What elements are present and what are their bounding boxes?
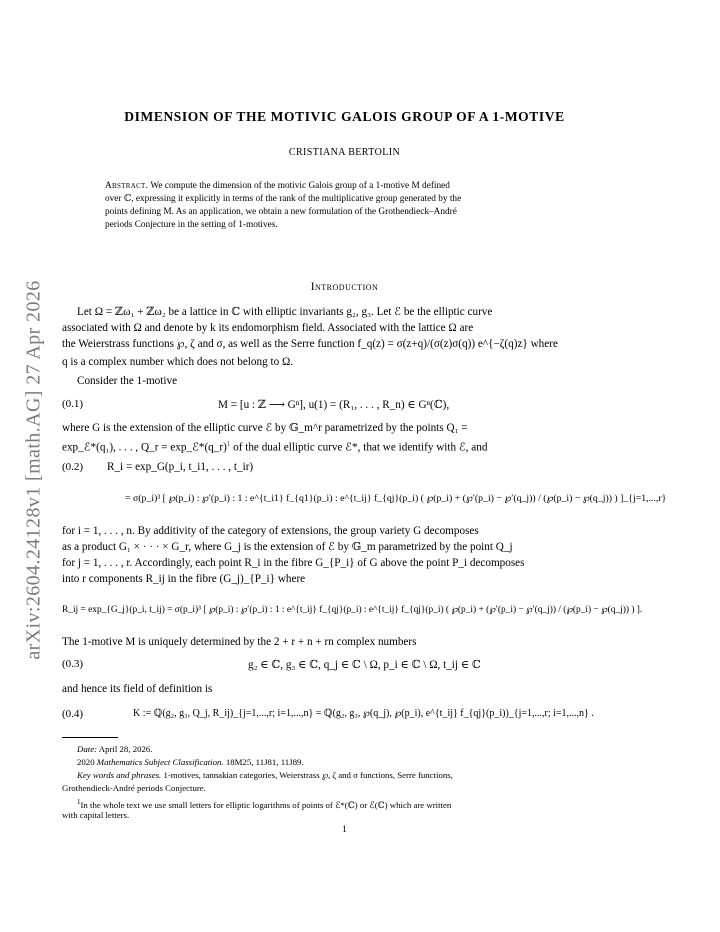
- equation-rij: R_ij = exp_{G_j}(p_i, t_ij) = σ(p_i)³ [ ℘(p_i) : ℘′(p_i) : 1 : e^{t_ij} f_{qj}(p_i) : e^{t_ij} f_{qj}(p_i) ( ℘(p_i) + (℘′(p_i) − ℘′(q_j)) / (℘(p_i) − ℘(q_j)) ) ].: [62, 605, 643, 615]
- text-line: Let Ω = ℤω₁ + ℤω₂ be a lattice in ℂ with elliptic invariants g₂, g₃. Let ℰ be the elliptic curve: [77, 306, 493, 318]
- equation-0-4: K := ℚ(g₂, g₃, Q_j, R_ij)_{j=1,...,r; i=1,...,n} = ℚ(g₂, g₃, ℘(q_j), ℘(p_i), e^{t_ij} f_{qj}(p_i))_{j=1,...,r; i=1,...,n} .: [133, 708, 594, 719]
- footnote-keywords: [77, 769, 627, 781]
- text-line: Consider the 1-motive: [77, 375, 178, 387]
- text-line: and hence its field of definition is: [62, 683, 213, 695]
- abstract-label: Abstract.: [105, 181, 149, 191]
- keywords-text: 1-motives, tannakian categories, Weierstrass ℘, ζ and σ functions, Serre functions,: [163, 770, 453, 780]
- footnote-link[interactable]: 1: [226, 440, 231, 448]
- arxiv-identifier: arXiv:2604.24128v1 [math.AG] 27 Apr 2026: [22, 280, 45, 660]
- abstract-line-3: points defining M. As an application, we obtain a new formulation of the Grothendieck–André: [105, 207, 457, 217]
- date-label: Date:: [77, 744, 98, 754]
- abstract: [105, 180, 585, 232]
- footnote-mark: 1: [77, 798, 81, 806]
- text-line: as a product G₁ × · · · × G_r, where G_j is the extension of ℰ by 𝔾_m parametrized by the point Q_j: [62, 541, 513, 553]
- footnote-rule: [62, 737, 118, 738]
- abstract-line-1: [105, 180, 585, 193]
- equation-0-1: M = [u : ℤ ⟶ Gⁿ], u(1) = (R₁, . . . , R_n) ∈ Gⁿ(ℂ),: [218, 399, 450, 411]
- abstract-line-4: periods Conjecture in the setting of 1-motives.: [105, 220, 278, 230]
- abstract-text: We compute the dimension of the motivic Galois group of a 1-motive M defined: [150, 181, 450, 191]
- equation-0-2-line-2: = σ(p_i)³ [ ℘(p_i) : ℘′(p_i) : 1 : e^{t_i1} f_{q1}(p_i) : e^{t_ij} f_{qj}(p_i) ( ℘(p_i) + (℘′(p_i) − ℘′(q_j)) / (℘(p_i) − ℘(q_j)) ) ]_{j=1,...,r}: [125, 493, 667, 504]
- text-line: The 1-motive M is uniquely determined by the 2 + r + n + rn complex numbers: [62, 636, 417, 648]
- abstract-line-2: over ℂ, expressing it explicitly in terms of the rank of the multiplicative group generated by the: [105, 194, 462, 204]
- text-fragment: exp_ℰ*(q₁), . . . , Q_r = exp_ℰ*(q_r): [62, 441, 227, 454]
- footnote-msc: [77, 756, 627, 768]
- footnote-1-cont: with capital letters.: [62, 810, 130, 820]
- section-heading-introduction: Introduction: [310, 281, 379, 293]
- page-number: 1: [342, 825, 347, 835]
- text-line: into r components R_ij in the fibre (G_j)_{P_i} where: [62, 573, 306, 585]
- equation-0-2-line-1: R_i = exp_G(p_i, t_i1, . . . , t_ir): [107, 461, 254, 473]
- equation-number-0-4: (0.4): [62, 708, 84, 720]
- text-line: where G is the extension of the elliptic curve ℰ by 𝔾_m^r parametrized by the points Q₁ =: [62, 422, 468, 434]
- paper-title: DIMENSION OF THE MOTIVIC GALOIS GROUP OF A 1-MOTIVE: [124, 109, 565, 124]
- text-line: associated with Ω and denote by k its endomorphism field. Associated with the lattice Ω are: [62, 322, 474, 334]
- text-line: q is a complex number which does not belong to Ω.: [62, 356, 294, 368]
- equation-0-3: g₂ ∈ ℂ, g₃ ∈ ℂ, q_j ∈ ℂ \ Ω, p_i ∈ ℂ \ Ω, t_ij ∈ ℂ: [248, 659, 481, 671]
- keywords-label: Key words and phrases.: [77, 770, 162, 780]
- author-name: CRISTIANA BERTOLIN: [288, 147, 401, 158]
- footnote-date: [77, 743, 627, 755]
- equation-number-0-2: (0.2): [62, 461, 84, 473]
- msc-label: Mathematics Subject Classification.: [96, 757, 224, 767]
- text-line: the Weierstrass functions ℘, ζ and σ, as well as the Serre function f_q(z) = σ(z+q)/(σ(z)σ(q)) e^{−ζ(q)z} where: [62, 338, 558, 350]
- equation-number-0-1: (0.1): [62, 398, 84, 410]
- msc-codes: 18M25, 11J81, 11J89.: [225, 757, 304, 767]
- date-value: April 28, 2026.: [98, 744, 153, 754]
- msc-year: 2020: [77, 757, 95, 767]
- text-line: for j = 1, . . . , r. Accordingly, each point R_i in the fibre G_{P_i} of G above the point P_i decomposes: [62, 557, 525, 569]
- text-fragment: of the dual elliptic curve ℰ*, that we identify with ℰ, and: [233, 441, 488, 454]
- footnote-keywords-cont: Grothendieck-André periods Conjecture.: [62, 783, 206, 793]
- text-line: for i = 1, . . . , n. By additivity of the category of extensions, the group variety G decomposes: [62, 525, 479, 537]
- footnote-text: In the whole text we use small letters for elliptic logarithms of points of ℰ*(ℂ) or ℰ(ℂ) which are written: [80, 799, 452, 810]
- text-line: [62, 437, 627, 456]
- equation-number-0-3: (0.3): [62, 658, 84, 670]
